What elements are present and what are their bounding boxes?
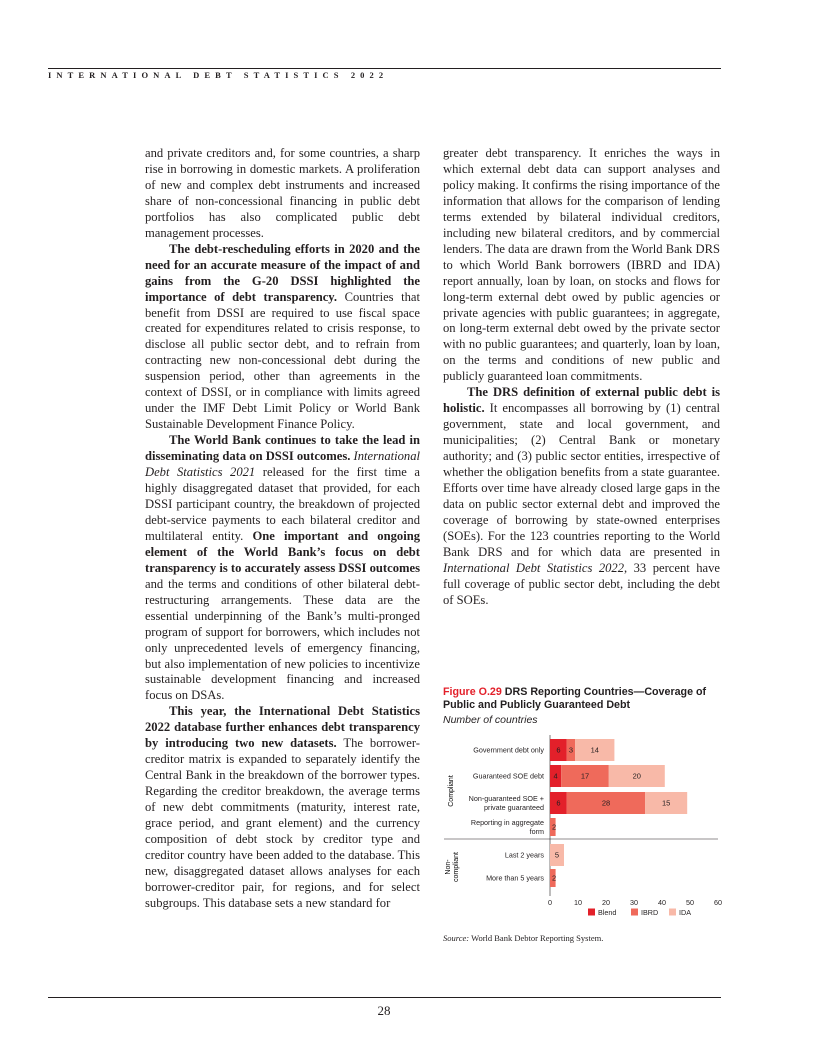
figure-title bbox=[443, 686, 723, 712]
data-label: 15 bbox=[662, 798, 671, 808]
category-label: Non-guaranteed SOE + bbox=[468, 794, 544, 803]
publication-title: International Debt Statistics 2021 bbox=[145, 449, 421, 480]
category-label: private guaranteed bbox=[484, 803, 544, 812]
legend-swatch-blend bbox=[588, 909, 595, 916]
x-tick-label: 30 bbox=[630, 898, 638, 907]
figure-title-text: DRS Reporting Countries—Coverage of Public and Publicly Guaranteed Debt bbox=[443, 686, 707, 711]
category-label: Last 2 years bbox=[504, 850, 544, 860]
figure-subtitle: Number of countries bbox=[443, 714, 538, 726]
footer-rule bbox=[48, 997, 721, 998]
bar-chart bbox=[440, 733, 740, 933]
bold-lead: This year, the International Debt Statistics 2022 database further enhances debt transparency by introducing two new datasets. bbox=[145, 704, 420, 751]
paragraph bbox=[145, 704, 420, 911]
x-tick-label: 40 bbox=[658, 898, 666, 907]
paragraph-text: It encompasses all borrowing by (1) central government, state and local government, and municipalities; (2) Central Bank or monetary authority; and (3) public sector entities, irrespective of whether the obligation benefits from a state guarantee. Efforts over time have already closed large gaps in the data on public sector external debt and improved the coverage of borrowing by state-owned enterprises (SOEs). For the 123 countries reporting to the World Bank DRS and for which data are presented in bbox=[443, 401, 720, 559]
paragraph: greater debt transparency. It enriches the ways in which external debt data can support analyses and policy making. It confirms the rising importance of the information that allows for the comparison of lending terms extended by bilateral individual creditors, including new bilateral creditors, and by commercial lenders. The data are drawn from the World Bank DRS to which World Bank borrowers (IBRD and IDA) report annually, loan by loan, on stocks and flows for long-term external debt owed by public agencies or private agencies with public guarantees; in aggregate, on long-term external debt owed by the private sector with no public guarantees; and quarterly, loan by loan, on the terms and conditions of new public and publicly guaranteed loan commitments. bbox=[443, 146, 720, 384]
paragraph-text: released for the first time a highly disaggregated dataset that provided, for each DSSI participant country, the breakdown of projected debt-service payments to each bilateral creditor and multilateral entity. bbox=[145, 465, 420, 543]
publication-title: International Debt Statistics 2022 bbox=[443, 560, 625, 575]
running-head: INTERNATIONAL DEBT STATISTICS 2022 bbox=[48, 70, 389, 80]
x-tick-label: 20 bbox=[602, 898, 610, 907]
page-number: 28 bbox=[377, 1003, 391, 1018]
data-label: 6 bbox=[556, 798, 561, 808]
bold-lead: The World Bank continues to take the lead in disseminating data on DSSI outcomes. bbox=[145, 433, 420, 464]
paragraph bbox=[145, 433, 420, 704]
legend-label: IBRD bbox=[641, 908, 659, 917]
group-label: compliant bbox=[453, 852, 460, 882]
paragraph bbox=[443, 385, 720, 608]
x-tick-label: 50 bbox=[686, 898, 694, 907]
x-tick-label: 10 bbox=[574, 898, 582, 907]
figure bbox=[443, 686, 723, 726]
paragraph-text: The borrower-creditor matrix is expanded to separately identify the Central Bank in the breakdown of the borrower types. Regarding the creditor breakdown, the average terms of new debt commitments (maturity, interest rate, grace period, and grant element) and the currency composition of debt stock by creditor type and creditor country have been added to the database. This new, disaggregated dataset allows analyses for each borrower-creditor pair, for regions, and for select subgroups. This database sets a new standard for bbox=[145, 736, 421, 910]
category-label: Government debt only bbox=[473, 745, 544, 755]
category-label: Guaranteed SOE debt bbox=[472, 771, 544, 781]
data-label: 2 bbox=[552, 822, 557, 832]
data-label: 6 bbox=[556, 745, 561, 755]
data-label: 5 bbox=[554, 850, 560, 860]
legend-swatch-ida bbox=[669, 909, 676, 916]
paragraph: and private creditors and, for some countries, a sharp rise in borrowing in domestic markets. A proliferation of new and complex debt instruments and increased share of non-concessional financing in public debt portfolios has also complicated public debt management processes. bbox=[145, 146, 420, 240]
left-column bbox=[145, 146, 420, 912]
data-label: 3 bbox=[568, 745, 574, 755]
figure-number: Figure O.29 bbox=[443, 686, 502, 698]
bold-lead: The DRS definition of external public debt is holistic. bbox=[443, 385, 720, 416]
paragraph-text: and the terms and conditions of other bilateral debt-restructuring arrangements. These data are the essential underpinning of the Bank’s multi-pronged program of support for borrowers, which includes not only unprecedented levels of emergency financing, but also implementation of new policies to incentivize sustainable development financing and increased focus on DSAs. bbox=[145, 576, 420, 703]
data-label: 14 bbox=[590, 745, 599, 755]
x-tick-label: 0 bbox=[548, 898, 552, 907]
category-label: Reporting in aggregate bbox=[470, 818, 544, 827]
category-label: form bbox=[529, 827, 544, 836]
group-label: Compliant bbox=[448, 775, 455, 807]
source-label: Source: bbox=[443, 933, 470, 943]
data-label: 2 bbox=[552, 873, 557, 883]
paragraph-text: Countries that benefit from DSSI are required to use fiscal space created for expenditures related to crisis response, to disclose all public sector debt, and to refrain from contracting new non-concessional debt during the suspension period, other than agreements in the context of DSSI, or in compliance with limits agreed under the IMF Debt Limit Policy or World Bank Sustainable Development Finance Policy. bbox=[145, 289, 420, 432]
paragraph bbox=[145, 242, 420, 433]
data-label: 17 bbox=[580, 771, 590, 781]
category-label: More than 5 years bbox=[486, 873, 544, 883]
legend-label: Blend bbox=[598, 908, 617, 917]
data-label: 4 bbox=[553, 771, 558, 781]
bold-lead: The debt-rescheduling efforts in 2020 and the need for an accurate measure of the impact of and gains from the G-20 DSSI highlighted the importance of debt transparency. bbox=[145, 241, 420, 304]
legend-label: IDA bbox=[679, 908, 691, 917]
figure-source bbox=[443, 933, 603, 943]
group-label: Non- bbox=[445, 859, 452, 875]
source-text: World Bank Debtor Reporting System. bbox=[469, 933, 604, 943]
paragraph-text: , 33 percent have full coverage of public sector debt, including the debt of SOEs. bbox=[443, 560, 720, 607]
legend-swatch-ibrd bbox=[631, 909, 638, 916]
bold-emphasis: One important and ongoing element of the World Bank’s focus on debt transparency is to accurately assess DSSI outcomes bbox=[145, 528, 420, 575]
data-label: 28 bbox=[601, 798, 611, 808]
data-label: 20 bbox=[632, 771, 641, 781]
x-tick-label: 60 bbox=[714, 898, 722, 907]
header-rule bbox=[48, 68, 721, 69]
right-column bbox=[443, 146, 720, 609]
